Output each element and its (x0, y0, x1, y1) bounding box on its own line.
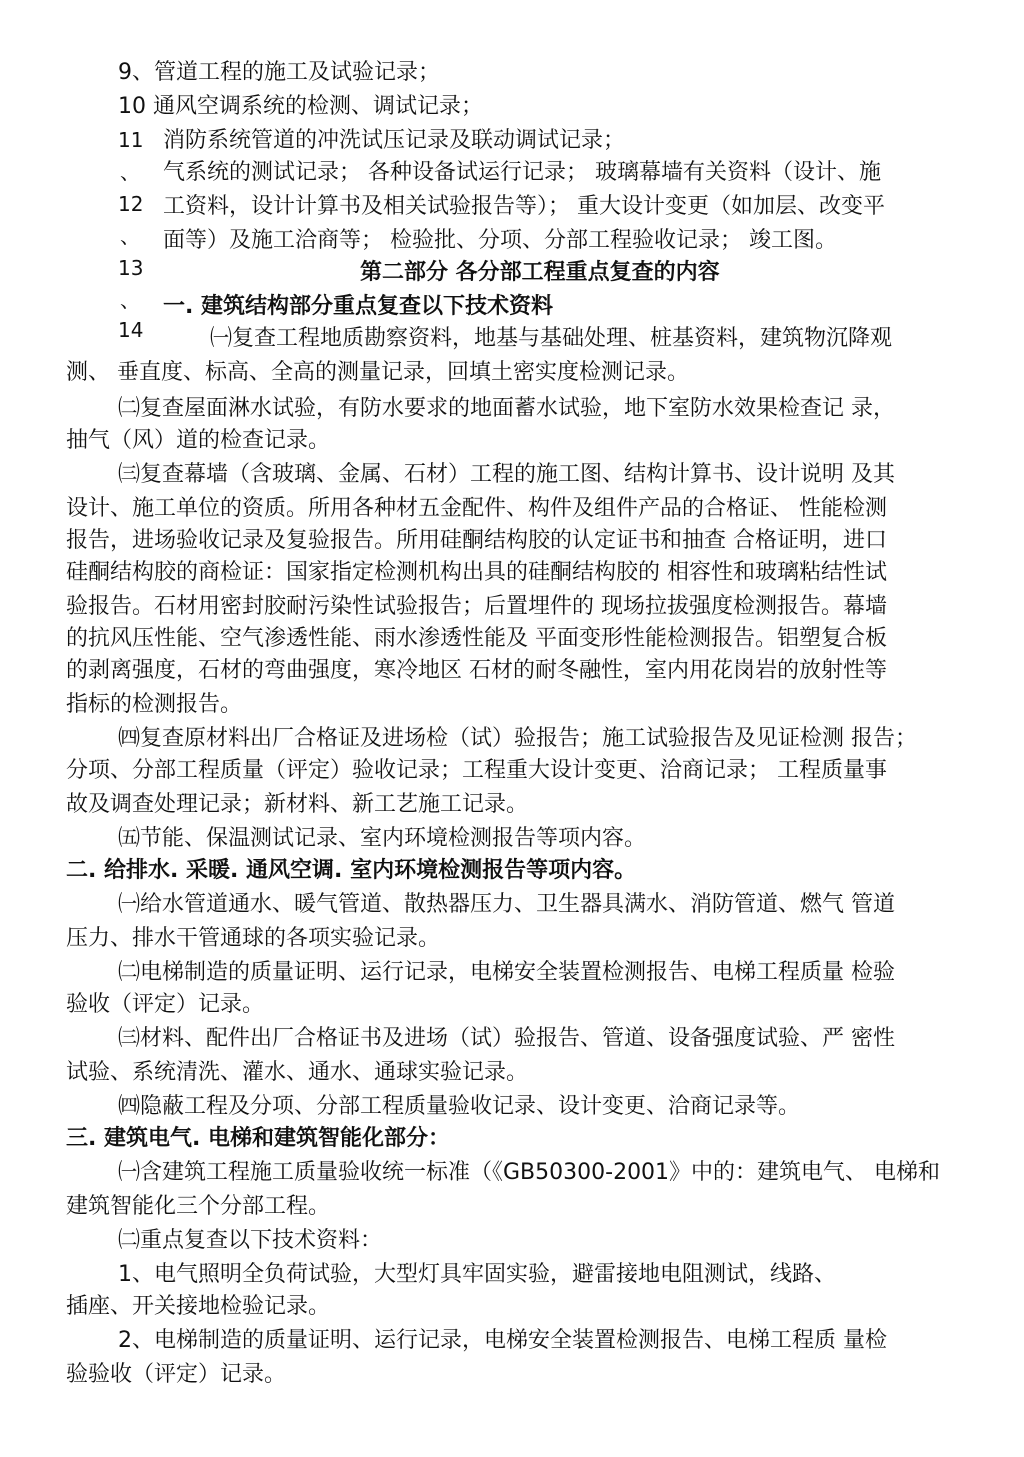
paragraph-line: 指标的检测报告。 (66, 692, 243, 717)
margin-number: 、 (120, 288, 140, 312)
paragraph-line: 插座、开关接地检验记录。 (66, 1294, 331, 1319)
paragraph-line: ㈠给水管道通水、暖气管道、散热器压力、卫生器具满水、消防管道、燃气 管道 (118, 892, 895, 917)
margin-number: 13 (118, 256, 144, 280)
subsection-heading-electrical: 三. 建筑电气. 电梯和建筑智能化部分： (66, 1126, 451, 1151)
margin-number: 11 (118, 128, 144, 152)
paragraph-line: ㈣复查原材料出厂合格证及进场检（试）验报告；施工试验报告及见证检测 报告； (118, 726, 917, 751)
list-item-9: 9、管道工程的施工及试验记录； (118, 60, 440, 85)
paragraph-line: 2、电梯制造的质量证明、运行记录，电梯安全装置检测报告、电梯工程质 量检 (118, 1328, 887, 1353)
section-heading-part-two: 第二部分 各分部工程重点复查的内容 (360, 260, 720, 285)
subsection-heading-structure: 一. 建筑结构部分重点复查以下技术资料 (163, 294, 554, 319)
paragraph-line: 试验、系统清洗、灌水、通水、通球实验记录。 (66, 1060, 529, 1085)
paragraph-line: 测、 垂直度、标高、全高的测量记录，回填土密实度检测记录。 (66, 360, 689, 385)
paragraph-line: ㈠复查工程地质勘察资料，地基与基础处理、桩基资料，建筑物沉降观 (210, 326, 893, 351)
paragraph-line: ㈣隐蔽工程及分项、分部工程质量验收记录、设计变更、洽商记录等。 (118, 1094, 801, 1119)
paragraph-line: 压力、排水干管通球的各项实验记录。 (66, 926, 441, 951)
subsection-heading-plumbing: 二. 给排水. 采暖. 通风空调. 室内环境检测报告等项内容。 (66, 858, 637, 883)
paragraph-line: ㈡电梯制造的质量证明、运行记录，电梯安全装置检测报告、电梯工程质量 检验 (118, 960, 895, 985)
paragraph-line: ㈢材料、配件出厂合格证书及进场（试）验报告、管道、设备强度试验、严 密性 (118, 1026, 895, 1051)
paragraph-line: 的剥离强度，石材的弯曲强度，寒冷地区 石材的耐冬融性，室内用花岗岩的放射性等 (66, 658, 887, 683)
paragraph-line: 设计、施工单位的资质。所用各种材五金配件、构件及组件产品的合格证、 性能检测 (66, 496, 887, 521)
paragraph-line: ㈡重点复查以下技术资料： (118, 1228, 383, 1253)
paragraph-line: ㈢复查幕墙（含玻璃、金属、石材）工程的施工图、结构计算书、设计说明 及其 (118, 462, 895, 487)
paragraph-line: 分项、分部工程质量（评定）验收记录；工程重大设计变更、洽商记录； 工程质量事 (66, 758, 887, 783)
margin-number: 14 (118, 318, 144, 342)
paragraph-line: 抽气（风）道的检查记录。 (66, 428, 331, 453)
paragraph-line: 验收（评定）记录。 (66, 992, 265, 1017)
paragraph-line: 报告，进场验收记录及复验报告。所用硅酮结构胶的认定证书和抽查 合格证明，进口 (66, 528, 887, 553)
paragraph-line: ㈤节能、保温测试记录、室内环境检测报告等项内容。 (118, 826, 647, 851)
list-item-continuation: 气系统的测试记录； 各种设备试运行记录； 玻璃幕墙有关资料（设计、施 (163, 160, 881, 185)
paragraph-line: 验报告。石材用密封胶耐污染性试验报告；后置埋件的 现场拉拔强度检测报告。幕墙 (66, 594, 887, 619)
margin-number: 、 (120, 160, 140, 184)
paragraph-line: 的抗风压性能、空气渗透性能、雨水渗透性能及 平面变形性能检测报告。铝塑复合板 (66, 626, 887, 651)
margin-number: 12 (118, 192, 144, 216)
paragraph-line: 验验收（评定）记录。 (66, 1362, 287, 1387)
list-item-continuation: 工资料，设计计算书及相关试验报告等）； 重大设计变更（如加层、改变平 (163, 194, 885, 219)
paragraph-line: 故及调查处理记录；新材料、新工艺施工记录。 (66, 792, 529, 817)
paragraph-line: ㈡复查屋面淋水试验，有防水要求的地面蓄水试验，地下室防水效果检查记 录， (118, 396, 895, 421)
list-item-11: 消防系统管道的冲洗试压记录及联动调试记录； (163, 128, 626, 153)
margin-number: 、 (120, 224, 140, 248)
paragraph-line: 硅酮结构胶的商检证：国家指定检测机构出具的硅酮结构胶的 相容性和玻璃粘结性试 (66, 560, 887, 585)
paragraph-line: 建筑智能化三个分部工程。 (66, 1194, 331, 1219)
paragraph-line: 1、电气照明全负荷试验，大型灯具牢固实验，避雷接地电阻测试，线路、 (118, 1262, 836, 1287)
paragraph-line: ㈠含建筑工程施工质量验收统一标准（《GB50300-2001》中的：建筑电气、 电梯和 (118, 1160, 941, 1185)
list-item-10: 10 通风空调系统的检测、调试记录； (118, 94, 483, 119)
list-item-continuation: 面等）及施工洽商等； 检验批、分项、分部工程验收记录； 竣工图。 (163, 228, 837, 253)
